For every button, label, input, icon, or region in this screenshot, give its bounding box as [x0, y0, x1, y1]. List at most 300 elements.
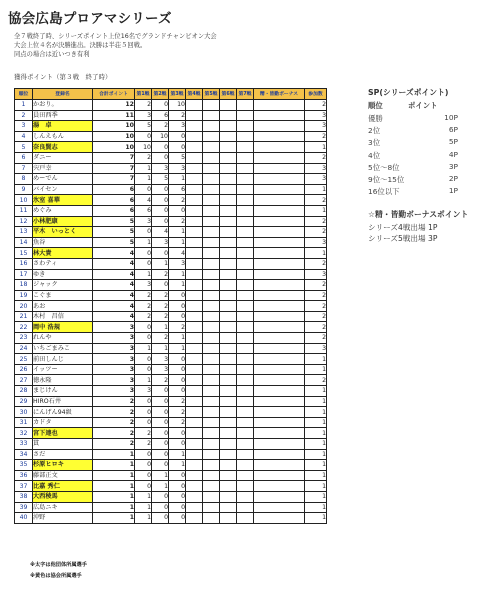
game6-cell — [220, 163, 237, 174]
game7-cell — [237, 428, 254, 439]
sp-row — [368, 150, 458, 161]
table-row — [15, 375, 327, 386]
total-points-cell: 3 — [93, 333, 135, 344]
game3-cell: 2 — [169, 396, 186, 407]
game7-cell — [237, 142, 254, 153]
game6-cell — [220, 205, 237, 216]
player-name-cell: 徳永隆 — [33, 375, 93, 386]
bonus-cell — [254, 502, 305, 513]
game4-cell — [186, 163, 203, 174]
game7-cell — [237, 364, 254, 375]
count-cell: 3 — [305, 237, 327, 248]
game6-cell — [220, 396, 237, 407]
player-name-cell: 比嘉 秀仁 — [33, 481, 93, 492]
game6-cell — [220, 460, 237, 471]
game1-cell: 2 — [135, 290, 152, 301]
table-row — [15, 417, 327, 428]
rank-cell: 5 — [15, 142, 33, 153]
game5-cell — [203, 184, 220, 195]
game4-cell — [186, 290, 203, 301]
game4-cell — [186, 174, 203, 185]
bonus-cell — [254, 407, 305, 418]
game6-cell — [220, 439, 237, 450]
game6-cell — [220, 513, 237, 524]
game6-cell — [220, 364, 237, 375]
game6-cell — [220, 417, 237, 428]
game5-cell — [203, 502, 220, 513]
game2-cell: 0 — [152, 439, 169, 450]
game1-cell: 10 — [135, 142, 152, 153]
game6-cell — [220, 100, 237, 111]
rank-cell: 26 — [15, 364, 33, 375]
game4-cell — [186, 195, 203, 206]
count-cell: 1 — [305, 428, 327, 439]
player-name-cell: 林大貴 — [33, 248, 93, 259]
table-row — [15, 460, 327, 471]
rank-cell: 31 — [15, 417, 33, 428]
ranking-table-body — [15, 100, 327, 524]
count-cell: 2 — [305, 216, 327, 227]
bonus-cell — [254, 269, 305, 280]
game1-cell: 0 — [135, 396, 152, 407]
game4-cell — [186, 333, 203, 344]
rank-cell: 24 — [15, 343, 33, 354]
bonus-cell — [254, 152, 305, 163]
game3-cell: 1 — [169, 280, 186, 291]
count-cell: 2 — [305, 280, 327, 291]
rank-cell: 14 — [15, 237, 33, 248]
bonus-cell — [254, 301, 305, 312]
game5-cell — [203, 121, 220, 132]
player-name-cell: さだ — [33, 449, 93, 460]
game4-cell — [186, 364, 203, 375]
player-name-cell: にんげん94級 — [33, 407, 93, 418]
game6-cell — [220, 258, 237, 269]
game7-cell — [237, 290, 254, 301]
bonus-cell — [254, 216, 305, 227]
game3-cell: 0 — [169, 502, 186, 513]
count-cell: 1 — [305, 449, 327, 460]
game2-cell: 0 — [152, 407, 169, 418]
game1-cell: 1 — [135, 237, 152, 248]
game5-cell — [203, 301, 220, 312]
game5-cell — [203, 396, 220, 407]
total-points-cell: 2 — [93, 428, 135, 439]
rank-cell: 12 — [15, 216, 33, 227]
game2-cell: 0 — [152, 513, 169, 524]
rank-cell: 1 — [15, 100, 33, 111]
total-points-cell: 10 — [93, 131, 135, 142]
bonus-cell — [254, 322, 305, 333]
total-points-cell: 1 — [93, 481, 135, 492]
game2-cell: 5 — [152, 174, 169, 185]
game3-cell: 3 — [169, 121, 186, 132]
table-row — [15, 100, 327, 111]
game2-cell: 1 — [152, 470, 169, 481]
table-row — [15, 386, 327, 397]
count-cell: 2 — [305, 301, 327, 312]
total-points-cell: 1 — [93, 449, 135, 460]
rank-cell: 8 — [15, 174, 33, 185]
table-row — [15, 269, 327, 280]
game4-cell — [186, 470, 203, 481]
player-name-cell: 杉原ヒロキ — [33, 460, 93, 471]
table-row — [15, 248, 327, 259]
count-cell: 1 — [305, 354, 327, 365]
game2-cell: 1 — [152, 481, 169, 492]
bonus-cell — [254, 364, 305, 375]
game7-cell — [237, 280, 254, 291]
game5-cell — [203, 460, 220, 471]
game1-cell: 0 — [135, 407, 152, 418]
player-name-cell: ジャック — [33, 280, 93, 291]
game3-cell: 0 — [169, 205, 186, 216]
count-cell: 1 — [305, 142, 327, 153]
table-row — [15, 258, 327, 269]
bonus-line: シリーズ4戦出場 1P — [368, 223, 438, 232]
total-points-cell: 4 — [93, 280, 135, 291]
table-row — [15, 449, 327, 460]
game4-cell — [186, 449, 203, 460]
total-points-cell: 2 — [93, 417, 135, 428]
sp-row — [368, 162, 458, 173]
game6-cell — [220, 481, 237, 492]
game2-cell: 0 — [152, 142, 169, 153]
table-row — [15, 481, 327, 492]
player-name-cell: 藤部正文 — [33, 470, 93, 481]
bonus-cell — [254, 290, 305, 301]
bonus-cell — [254, 386, 305, 397]
game5-cell — [203, 311, 220, 322]
bonus-cell — [254, 311, 305, 322]
game4-cell — [186, 311, 203, 322]
game6-cell — [220, 152, 237, 163]
game3-cell: 2 — [169, 110, 186, 121]
rank-cell: 6 — [15, 152, 33, 163]
game1-cell: 4 — [135, 195, 152, 206]
game7-cell — [237, 417, 254, 428]
game6-cell — [220, 449, 237, 460]
game3-cell: 0 — [169, 142, 186, 153]
game1-cell: 0 — [135, 322, 152, 333]
game5-cell — [203, 163, 220, 174]
rank-cell: 11 — [15, 205, 33, 216]
player-name-cell: ゆき — [33, 269, 93, 280]
game5-cell — [203, 110, 220, 121]
total-points-cell: 3 — [93, 343, 135, 354]
game7-cell — [237, 449, 254, 460]
game2-cell: 0 — [152, 460, 169, 471]
game7-cell — [237, 248, 254, 259]
count-cell: 1 — [305, 248, 327, 259]
game1-cell: 3 — [135, 386, 152, 397]
game7-cell — [237, 343, 254, 354]
game1-cell: 3 — [135, 280, 152, 291]
total-points-cell: 10 — [93, 121, 135, 132]
game4-cell — [186, 301, 203, 312]
bonus-cell — [254, 258, 305, 269]
player-name-cell: 前田しんじ — [33, 354, 93, 365]
game6-cell — [220, 322, 237, 333]
count-cell: 2 — [305, 227, 327, 238]
description-line: 全７戦終了時、シリーズポイント上位16名でグランドチャンピオン大会 — [14, 33, 217, 40]
game1-cell: 1 — [135, 513, 152, 524]
game5-cell — [203, 237, 220, 248]
game6-cell — [220, 121, 237, 132]
count-cell: 2 — [305, 333, 327, 344]
player-name-cell: こぐま — [33, 290, 93, 301]
game5-cell — [203, 333, 220, 344]
game4-cell — [186, 513, 203, 524]
sp-row — [368, 174, 458, 185]
table-row — [15, 174, 327, 185]
game6-cell — [220, 216, 237, 227]
game3-cell: 1 — [169, 237, 186, 248]
game3-cell: 4 — [169, 248, 186, 259]
game2-cell: 0 — [152, 396, 169, 407]
game2-cell: 0 — [152, 280, 169, 291]
game4-cell — [186, 216, 203, 227]
count-cell: 1 — [305, 407, 327, 418]
game2-cell: 2 — [152, 121, 169, 132]
game2-cell: 0 — [152, 449, 169, 460]
description-line: 同点の場合は近いつき有利 — [14, 51, 90, 59]
game5-cell — [203, 470, 220, 481]
bonus-cell — [254, 491, 305, 502]
player-name-cell: めぐみ — [33, 205, 93, 216]
game2-cell: 2 — [152, 333, 169, 344]
game7-cell — [237, 470, 254, 481]
table-row — [15, 333, 327, 344]
table-row — [15, 227, 327, 238]
total-points-cell: 11 — [93, 110, 135, 121]
rank-cell: 29 — [15, 396, 33, 407]
sp-title: SP(シリーズポイント) — [368, 88, 449, 97]
game3-cell: 0 — [169, 481, 186, 492]
game3-cell: 0 — [169, 311, 186, 322]
table-row — [15, 205, 327, 216]
total-points-cell: 3 — [93, 375, 135, 386]
header-name: 登録名 — [33, 89, 93, 100]
rank-cell: 36 — [15, 470, 33, 481]
total-points-cell: 3 — [93, 322, 135, 333]
total-points-cell: 1 — [93, 460, 135, 471]
count-cell: 1 — [305, 386, 327, 397]
total-points-cell: 10 — [93, 142, 135, 153]
game2-cell: 10 — [152, 131, 169, 142]
table-row — [15, 491, 327, 502]
game4-cell — [186, 100, 203, 111]
bonus-cell — [254, 439, 305, 450]
game5-cell — [203, 152, 220, 163]
rank-cell: 34 — [15, 449, 33, 460]
game5-cell — [203, 386, 220, 397]
header-game5: 第5戦 — [203, 89, 220, 100]
game3-cell: 0 — [169, 386, 186, 397]
bonus-cell — [254, 110, 305, 121]
count-cell: 1 — [305, 205, 327, 216]
bonus-cell — [254, 428, 305, 439]
game6-cell — [220, 195, 237, 206]
bonus-cell — [254, 237, 305, 248]
game2-cell: 2 — [152, 290, 169, 301]
game6-cell — [220, 354, 237, 365]
rank-cell: 25 — [15, 354, 33, 365]
game7-cell — [237, 152, 254, 163]
game1-cell: 1 — [135, 343, 152, 354]
count-cell: 1 — [305, 417, 327, 428]
total-points-cell: 3 — [93, 364, 135, 375]
game6-cell — [220, 311, 237, 322]
rank-cell: 2 — [15, 110, 33, 121]
game2-cell: 0 — [152, 417, 169, 428]
count-cell: 1 — [305, 513, 327, 524]
total-points-cell: 12 — [93, 100, 135, 111]
game5-cell — [203, 364, 220, 375]
game4-cell — [186, 121, 203, 132]
note-yellow: ※黄色は協会所属選手 — [30, 573, 82, 579]
game3-cell: 5 — [169, 152, 186, 163]
game7-cell — [237, 439, 254, 450]
game5-cell — [203, 407, 220, 418]
game4-cell — [186, 428, 203, 439]
game1-cell: 0 — [135, 417, 152, 428]
game5-cell — [203, 417, 220, 428]
header-total: 合計ポイント — [93, 89, 135, 100]
game4-cell — [186, 142, 203, 153]
bonus-cell — [254, 131, 305, 142]
game6-cell — [220, 237, 237, 248]
header-count: 参加数 — [305, 89, 327, 100]
table-row — [15, 290, 327, 301]
game1-cell: 5 — [135, 121, 152, 132]
game4-cell — [186, 343, 203, 354]
game2-cell: 3 — [152, 364, 169, 375]
rank-cell: 28 — [15, 386, 33, 397]
game7-cell — [237, 163, 254, 174]
total-points-cell: 3 — [93, 354, 135, 365]
game5-cell — [203, 269, 220, 280]
game1-cell: 1 — [135, 269, 152, 280]
player-name-cell: 小林肥康 — [33, 216, 93, 227]
count-cell: 3 — [305, 269, 327, 280]
count-cell: 2 — [305, 195, 327, 206]
game2-cell: 0 — [152, 428, 169, 439]
game5-cell — [203, 481, 220, 492]
total-points-cell: 5 — [93, 227, 135, 238]
table-header-row — [15, 89, 327, 100]
player-name-cell: カドタ — [33, 417, 93, 428]
game6-cell — [220, 502, 237, 513]
game4-cell — [186, 131, 203, 142]
table-row — [15, 502, 327, 513]
bonus-line: シリーズ5戦出場 3P — [368, 234, 438, 243]
game7-cell — [237, 396, 254, 407]
game2-cell: 2 — [152, 311, 169, 322]
game2-cell: 3 — [152, 163, 169, 174]
bonus-cell — [254, 375, 305, 386]
table-row — [15, 121, 327, 132]
total-points-cell: 1 — [93, 502, 135, 513]
rank-cell: 16 — [15, 258, 33, 269]
game3-cell: 0 — [169, 491, 186, 502]
player-name-cell: れんや — [33, 333, 93, 344]
rank-cell: 4 — [15, 131, 33, 142]
description — [14, 32, 217, 60]
sp-col-rank: 順位 — [368, 101, 383, 110]
total-points-cell: 4 — [93, 290, 135, 301]
count-cell: 2 — [305, 290, 327, 301]
game3-cell: 3 — [169, 163, 186, 174]
rank-cell: 9 — [15, 184, 33, 195]
total-points-cell: 5 — [93, 216, 135, 227]
game3-cell: 2 — [169, 216, 186, 227]
bonus-cell — [254, 470, 305, 481]
game6-cell — [220, 491, 237, 502]
game4-cell — [186, 439, 203, 450]
count-cell: 1 — [305, 460, 327, 471]
game3-cell: 1 — [169, 227, 186, 238]
game7-cell — [237, 513, 254, 524]
game5-cell — [203, 195, 220, 206]
game1-cell: 0 — [135, 248, 152, 259]
total-points-cell: 6 — [93, 184, 135, 195]
count-cell: 2 — [305, 322, 327, 333]
table-row — [15, 513, 327, 524]
sp-point: 2P — [448, 174, 458, 183]
player-name-cell: 大西稜馬 — [33, 491, 93, 502]
bonus-cell — [254, 174, 305, 185]
game7-cell — [237, 237, 254, 248]
sp-rank: 9位〜15位 — [368, 175, 405, 184]
total-points-cell: 4 — [93, 258, 135, 269]
game5-cell — [203, 428, 220, 439]
game6-cell — [220, 290, 237, 301]
points-subtitle: 獲得ポイント（第３戦 終了時） — [14, 73, 112, 81]
game6-cell — [220, 333, 237, 344]
table-row — [15, 142, 327, 153]
count-cell: 3 — [305, 110, 327, 121]
header-bonus: 精・皆勤ボーナス — [254, 89, 305, 100]
rank-cell: 33 — [15, 439, 33, 450]
game4-cell — [186, 269, 203, 280]
count-cell: 1 — [305, 396, 327, 407]
sp-point: 5P — [448, 137, 458, 147]
game4-cell — [186, 280, 203, 291]
rank-cell: 21 — [15, 311, 33, 322]
game7-cell — [237, 174, 254, 185]
player-name-cell: 沖野 — [33, 513, 93, 524]
player-name-cell: まじけん — [33, 386, 93, 397]
total-points-cell: 4 — [93, 301, 135, 312]
table-row — [15, 110, 327, 121]
rank-cell: 40 — [15, 513, 33, 524]
game1-cell: 2 — [135, 301, 152, 312]
count-cell: 3 — [305, 121, 327, 132]
rank-cell: 7 — [15, 163, 33, 174]
count-cell: 3 — [305, 343, 327, 354]
game3-cell: 0 — [169, 364, 186, 375]
table-row — [15, 364, 327, 375]
game1-cell: 1 — [135, 375, 152, 386]
game4-cell — [186, 152, 203, 163]
game1-cell: 0 — [135, 470, 152, 481]
game4-cell — [186, 502, 203, 513]
game3-cell: 2 — [169, 322, 186, 333]
game2-cell: 0 — [152, 502, 169, 513]
game1-cell: 2 — [135, 428, 152, 439]
total-points-cell: 1 — [93, 513, 135, 524]
